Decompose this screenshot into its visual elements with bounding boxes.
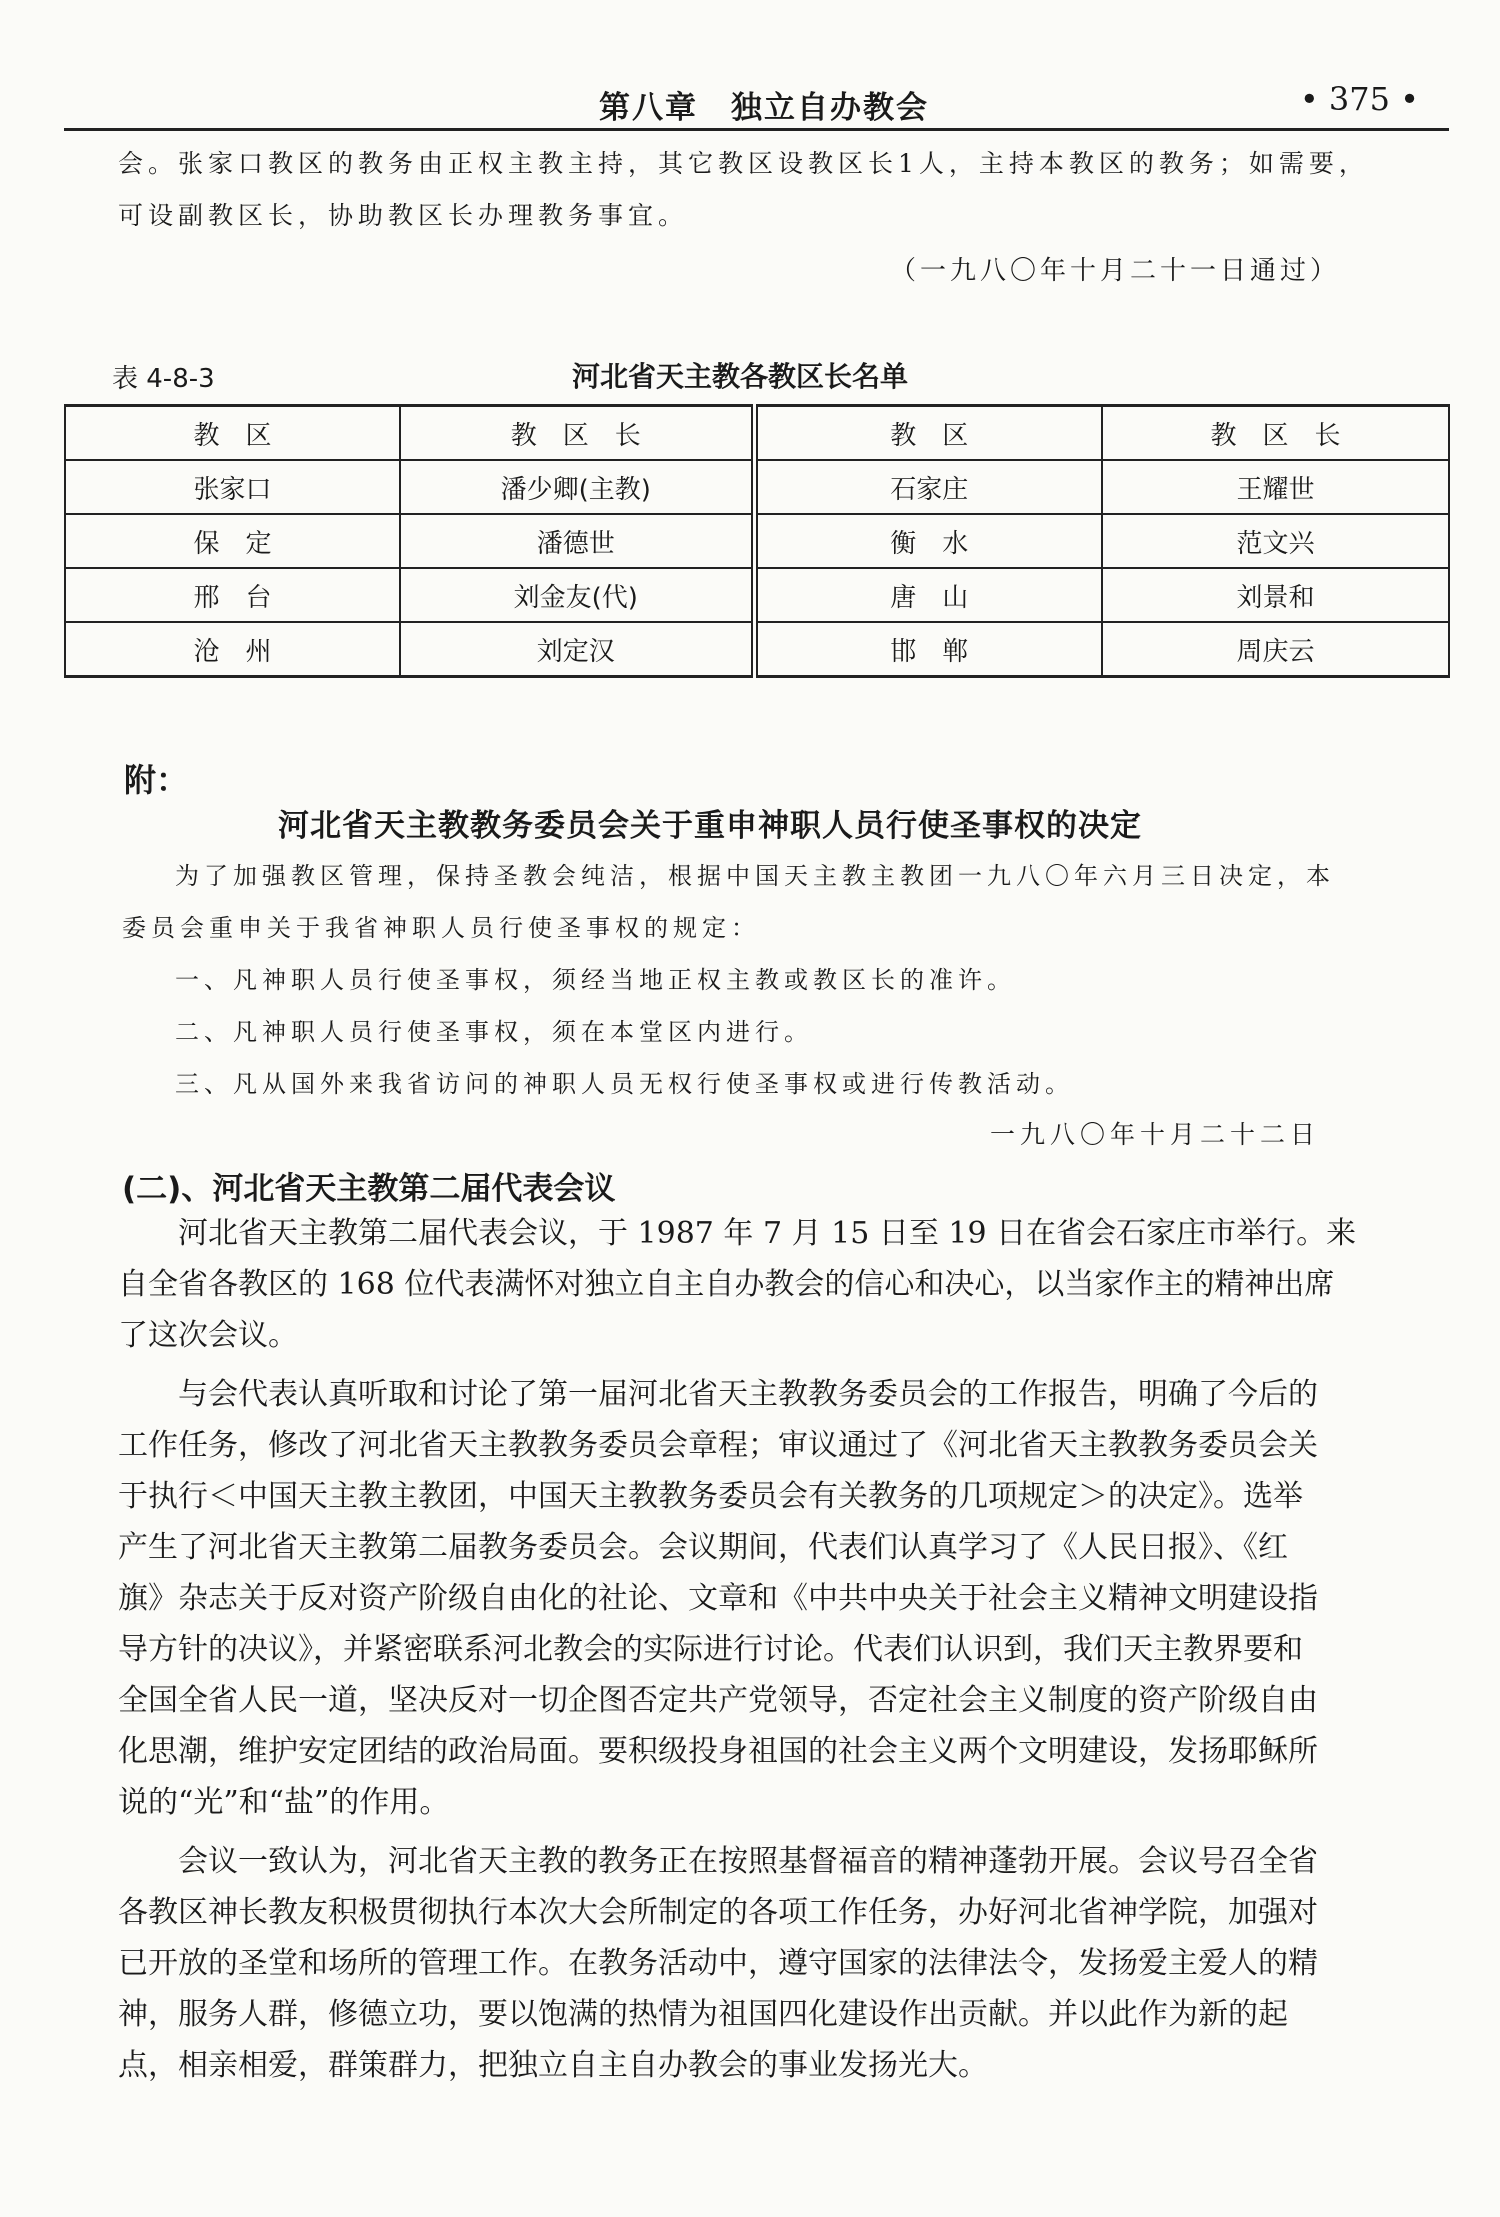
table-row [65,622,1449,677]
body-line: 工作任务，修改了河北省天主教教务委员会章程；审议通过了《河北省天主教教务委员会关 [118,1428,1318,1463]
decision-line: 二、凡神职人员行使圣事权，须在本堂区内进行。 [175,1018,813,1046]
table-cell: 范文兴 [1102,514,1449,568]
body-line: 点，相亲相爱，群策群力，把独立自主自办教会的事业发扬光大。 [118,2048,988,2083]
decision-line: 三、凡从国外来我省访问的神职人员无权行使圣事权或进行传教活动。 [175,1070,1074,1098]
appendix-label: 附： [124,761,189,799]
intro-paragraph [118,138,1418,242]
table-cell: 衡 水 [754,514,1102,568]
body-line: 各教区神长教友积极贯彻执行本次大会所制定的各项工作任务，办好河北省神学院，加强对 [118,1895,1318,1930]
table-title: 河北省天主教各教区长名单 [572,360,909,393]
section-heading: (二)、河北省天主教第二届代表会议 [122,1171,616,1207]
table-cell: 刘金友(代) [400,568,754,622]
body-line: 了这次会议。 [118,1318,298,1353]
body-line: 化思潮，维护安定团结的政治局面。要积级投身祖国的社会主义两个文明建设，发扬耶稣所 [118,1734,1318,1769]
body-line: 全国全省人民一道，坚决反对一切企图否定共产党领导，否定社会主义制度的资产阶级自由 [118,1683,1318,1718]
table-cell: 潘少卿(主教) [400,460,754,514]
body-line: 与会代表认真听取和讨论了第一届河北省天主教教务委员会的工作报告，明确了今后的 [118,1377,1318,1412]
table-cell: 刘景和 [1102,568,1449,622]
table-cell: 张家口 [65,460,400,514]
body-line: 导方针的决议》，并紧密联系河北教会的实际进行讨论。代表们认识到，我们天主教界要和 [118,1632,1303,1667]
body-line: 已开放的圣堂和场所的管理工作。在教务活动中，遵守国家的法律法令，发扬爱主爱人的精 [118,1946,1318,1981]
decision-line: 为了加强教区管理，保持圣教会纯洁，根据中国天主教主教团一九八〇年六月三日决定，本 [175,862,1335,890]
page-number: • 375 • [1299,80,1419,118]
table-cell: 刘定汉 [400,622,754,677]
table-header-cell: 教 区 [754,406,1102,461]
body-line: 产生了河北省天主教第二届教务委员会。会议期间，代表们认真学习了《人民日报》、《红 [118,1530,1288,1565]
body-line: 神，服务人群，修德立功，要以饱满的热情为祖国四化建设作出贡献。并以此作为新的起 [118,1997,1288,2032]
intro-date: （一九八〇年十月二十一日通过） [890,256,1341,286]
table-cell: 沧 州 [65,622,400,677]
decision-title: 河北省天主教教务委员会关于重申神职人员行使圣事权的决定 [278,808,1142,844]
table-row [65,460,1449,514]
body-line: 自全省各教区的 168 位代表满怀对独立自主自办教会的信心和决心，以当家作主的精神出席 [118,1267,1335,1302]
table-cell: 潘德世 [400,514,754,568]
table-header-cell: 教 区 长 [1102,406,1449,461]
chapter-title: 第八章 独立自办教会 [599,90,929,126]
decision-date: 一九八〇年十月二十二日 [990,1120,1321,1149]
body-line: 于执行＜中国天主教主教团，中国天主教教务委员会有关教务的几项规定＞的决定》。选举 [118,1479,1303,1514]
decision-line: 委员会重申关于我省神职人员行使圣事权的规定： [122,914,760,942]
diocese-leader-table [64,404,1450,678]
decision-body [122,850,1422,1110]
table-label: 表 4-8-3 [112,364,215,394]
table-cell: 王耀世 [1102,460,1449,514]
intro-line: 可设副教区长，协助教区长办理教务事宜。 [118,201,689,230]
intro-line: 会。张家口教区的教务由正权主教主持，其它教区设教区长1人，主持本教区的教务；如需要， [118,149,1369,178]
table-cell: 邯 郸 [754,622,1102,677]
body-line: 会议一致认为，河北省天主教的教务正在按照基督福音的精神蓬勃开展。会议号召全省 [118,1844,1318,1879]
table-header-cell: 教 区 长 [400,406,754,461]
table-cell: 保 定 [65,514,400,568]
table-cell: 石家庄 [754,460,1102,514]
running-header [64,70,1449,131]
body-line: 说的“光”和“盐”的作用。 [118,1785,450,1820]
table-cell: 周庆云 [1102,622,1449,677]
body-line: 旗》杂志关于反对资产阶级自由化的社论、文章和《中共中央关于社会主义精神文明建设指 [118,1581,1318,1616]
table-cell: 邢 台 [65,568,400,622]
table-cell: 唐 山 [754,568,1102,622]
section-body [118,1208,1448,2091]
body-line: 河北省天主教第二届代表会议，于 1987 年 7 月 15 日至 19 日在省会石家庄市举行。来 [118,1216,1357,1251]
table-header-row [65,406,1449,461]
decision-line: 一、凡神职人员行使圣事权，须经当地正权主教或教区长的准许。 [175,966,1016,994]
table-row [65,514,1449,568]
table-row [65,568,1449,622]
table-header-cell: 教 区 [65,406,400,461]
